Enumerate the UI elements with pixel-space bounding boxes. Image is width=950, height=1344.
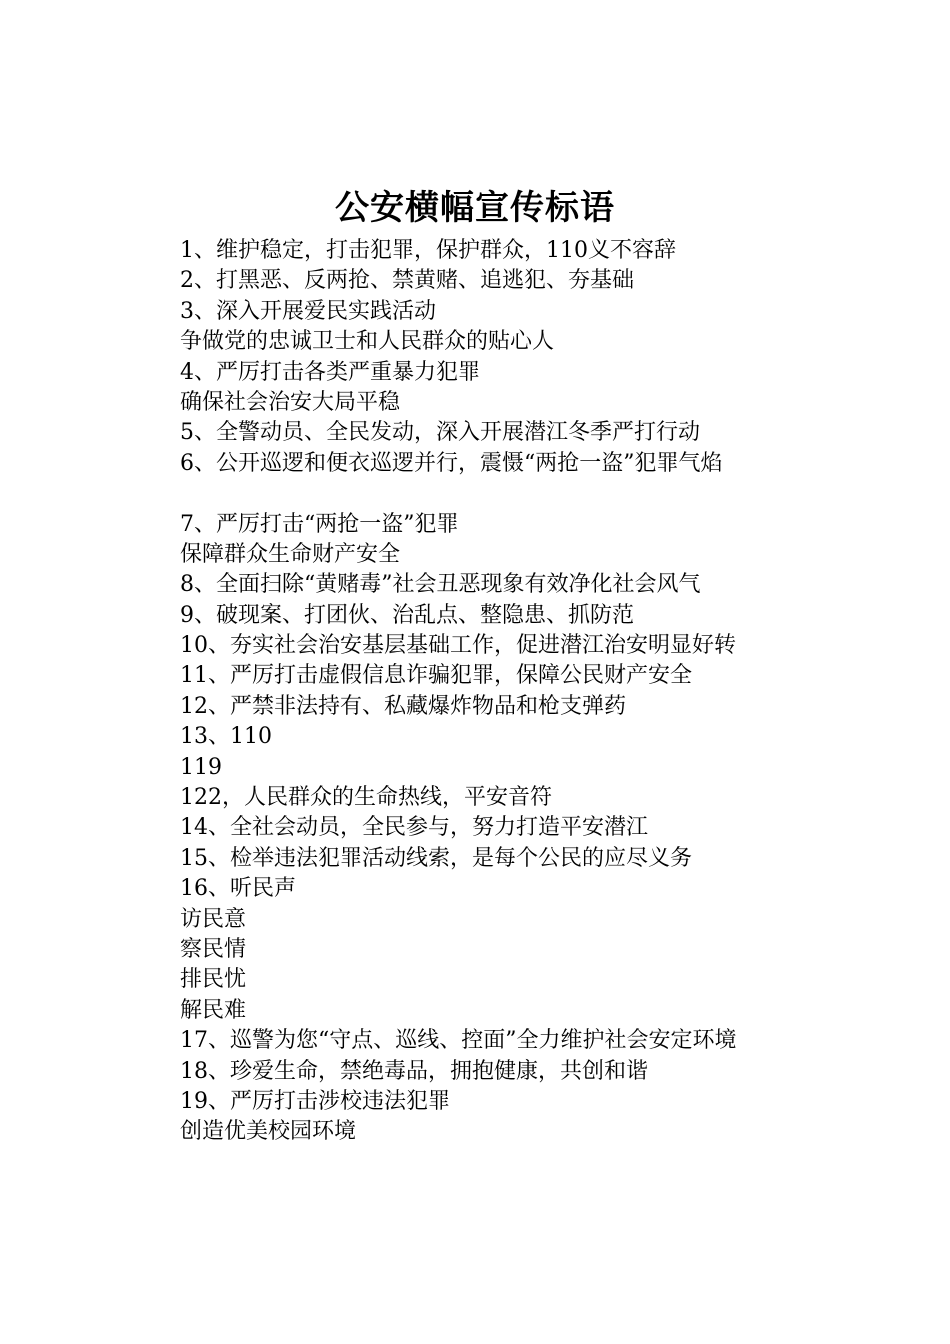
slogan-line: 8、全面扫除“黄赌毒”社会丑恶现象有效净化社会风气 (180, 572, 701, 598)
slogan-line: 争做党的忠诚卫士和人民群众的贴心人 (180, 329, 555, 355)
slogan-line: 解民难 (180, 997, 247, 1023)
slogan-line: 1、维护稳定，打击犯罪，保护群众，110义不容辞 (180, 238, 676, 263)
slogan-line: 12、严禁非法持有、私藏爆炸物品和枪支弹药 (180, 693, 626, 719)
slogan-line: 10、夯实社会治安基层基础工作，促进潜江治安明显好转 (180, 633, 736, 659)
slogan-line: 14、全社会动员，全民参与，努力打造平安潜江 (180, 815, 648, 841)
slogan-line: 13、110 (180, 724, 272, 750)
slogan-line: 保障群众生命财产安全 (180, 541, 401, 567)
slogan-line: 15、检举违法犯罪活动线索，是每个公民的应尽义务 (180, 845, 692, 871)
slogan-line: 5、全警动员、全民发动，深入开展潜江冬季严打行动 (180, 420, 700, 446)
slogan-list (130, 236, 840, 1148)
slogan-line: 4、严厉打击各类严重暴力犯罪 (180, 359, 480, 385)
slogan-line: 122，人民群众的生命热线，平安音符 (180, 785, 552, 811)
document-title: 公安横幅宣传标语 (335, 188, 615, 228)
slogan-line: 16、听民声 (180, 876, 296, 902)
slogan-line-wrapped: 17、巡警为您“守点、巡线、控面”全力维护社会安定环境 (180, 1028, 737, 1054)
slogan-line: 察民情 (180, 936, 247, 962)
slogan-line: 18、珍爱生命，禁绝毒品，拥抱健康，共创和谐 (180, 1058, 648, 1084)
slogan-line: 2、打黑恶、反两抢、禁黄赌、追逃犯、夯基础 (180, 268, 634, 294)
blank-line (130, 479, 840, 509)
slogan-line: 6、公开巡逻和便衣巡逻并行，震慑“两抢一盗”犯罪气焰 (180, 450, 723, 476)
slogan-line: 3、深入开展爱民实践活动 (180, 298, 436, 324)
slogan-line: 确保社会治安大局平稳 (180, 389, 401, 415)
slogan-line: 19、严厉打击涉校违法犯罪 (180, 1088, 450, 1114)
slogan-line: 排民忧 (180, 967, 247, 993)
slogan-line: 119 (180, 754, 222, 780)
slogan-line: 7、严厉打击“两抢一盗”犯罪 (180, 511, 459, 537)
slogan-line: 创造优美校园环境 (180, 1119, 357, 1145)
slogan-line: 11、严厉打击虚假信息诈骗犯罪，保障公民财产安全 (180, 663, 692, 689)
slogan-line: 9、破现案、打团伙、治乱点、整隐患、抓防范 (180, 602, 634, 628)
slogan-line: 访民意 (180, 906, 247, 932)
